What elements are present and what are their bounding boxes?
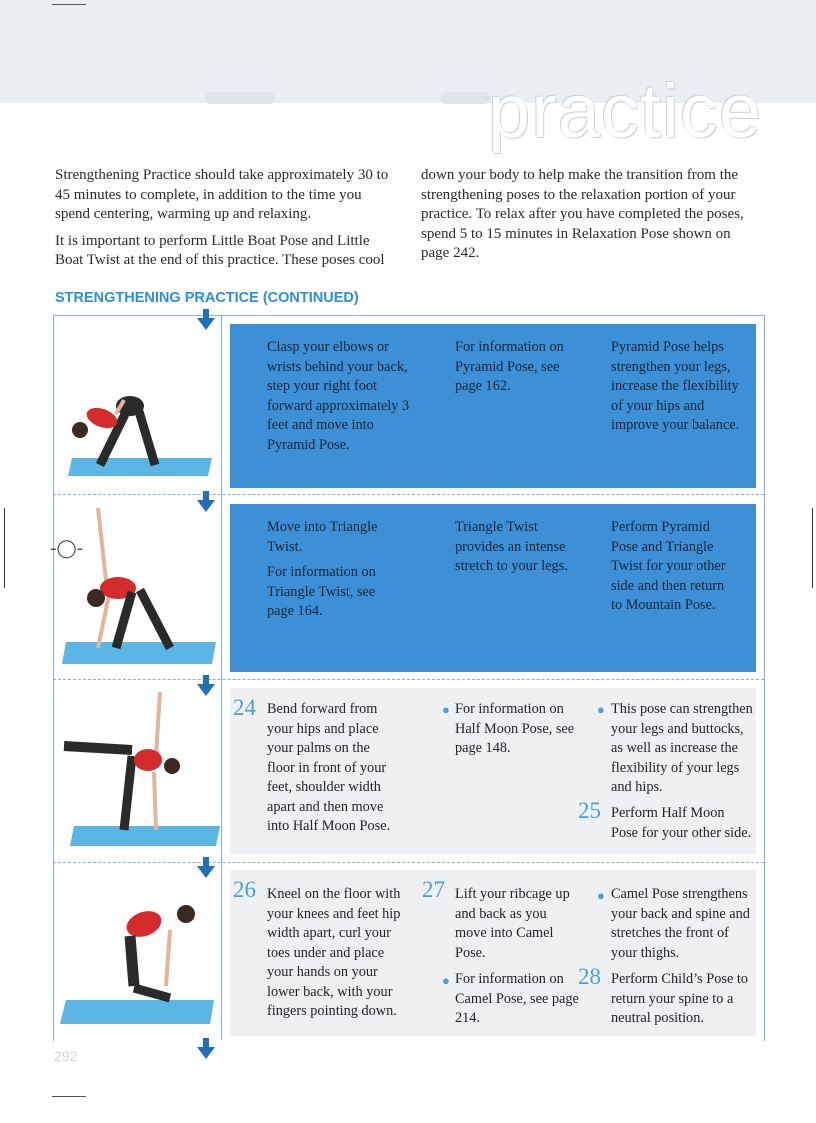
crop-mark-bottom: [52, 1096, 86, 1097]
frame-divider: [221, 315, 222, 1040]
half-moon-pose-photo: [60, 684, 220, 854]
pyramid-pose-photo: [60, 318, 220, 488]
row-divider: [53, 494, 764, 495]
camel-pose-photo: [60, 866, 220, 1036]
step-instruction: [611, 804, 753, 849]
step-benefit: [611, 885, 753, 969]
intro-paragraph: It is important to perform Little Boat Pose and Little Boat Twist at the end of this practice. These poses cool: [55, 232, 385, 269]
crop-mark-right: [812, 508, 813, 588]
step-panel-half-moon: [230, 688, 756, 854]
step-number: 24: [233, 695, 256, 720]
step-number: 28: [578, 964, 601, 989]
step-text: Move into Triangle Twist.: [267, 519, 378, 555]
info-text: Triangle Twist provides an intense stretch to your legs.: [455, 519, 568, 574]
step-info: [455, 970, 580, 1035]
bullet-dot-icon: ●: [442, 702, 450, 717]
arrow-down-icon: [196, 1038, 216, 1060]
page-number: 292: [54, 1048, 78, 1064]
step-instruction: [455, 885, 580, 969]
step-panel-camel: [230, 870, 756, 1036]
benefit-text: Pyramid Pose helps strengthen your legs, increase the flexibility of your hips and improve your balance.: [611, 339, 740, 433]
step-instruction: [267, 885, 407, 1028]
row-divider: [53, 679, 764, 680]
bullet-dot-icon: ●: [442, 973, 450, 988]
crop-mark-top: [52, 4, 86, 5]
step-benefit: [611, 700, 753, 804]
crop-mark-left: [4, 508, 5, 588]
step-instruction: [611, 970, 753, 1035]
step-benefit: [611, 518, 736, 622]
intro-left: [55, 166, 395, 278]
step-number: 26: [233, 877, 256, 902]
intro-right: [421, 166, 761, 271]
step-text: Lift your ribcage up and back as you move into Camel Pose.: [455, 886, 570, 961]
info-text: For information on Camel Pose, see page 214.: [455, 971, 579, 1026]
step-info: [455, 518, 580, 583]
row-divider: [53, 862, 764, 863]
step-panel-pyramid: [230, 324, 756, 488]
step-info: [455, 338, 575, 403]
benefit-text: Perform Pyramid Pose and Triangle Twist for your other side and then return to Mountain Pose.: [611, 519, 726, 613]
intro-paragraph: down your body to help make the transition from the strengthening poses to the relaxation portion of your practice. To relax after you have completed the poses, spend 5 to 15 minutes in Relaxation Pose shown on page 242.: [421, 167, 744, 262]
ghost-letter: [205, 92, 275, 104]
ghost-letter: [440, 92, 490, 104]
registration-mark-icon: -◯-: [50, 538, 84, 559]
step-benefit: [611, 338, 746, 442]
step-panel-triangle-twist: [230, 504, 756, 672]
info-text: For information on Pyramid Pose, see page 162.: [455, 339, 564, 394]
step-number: 27: [422, 877, 445, 902]
step-text: Bend forward from your hips and place your palms on the floor in front of your feet, shoulder width apart and then move into Half Moon Pose.: [267, 701, 391, 834]
step-instruction: [267, 700, 392, 843]
benefit-text: Camel Pose strengthens your back and spine and stretches the front of your thighs.: [611, 886, 750, 961]
benefit-text: This pose can strengthen your legs and buttocks, as well as increase the flexibility of your legs and hips.: [611, 701, 753, 795]
step-info: [455, 700, 575, 765]
step-instruction: [267, 338, 417, 461]
bullet-dot-icon: ●: [597, 702, 605, 717]
step-text: Perform Child’s Pose to return your spine to a neutral position.: [611, 971, 749, 1026]
step-text: Kneel on the floor with your knees and feet hip width apart, curl your toes under and place your hands on your lower back, with your fingers pointing down.: [267, 886, 401, 1019]
triangle-twist-photo: [60, 500, 220, 670]
info-text: For information on Half Moon Pose, see page 148.: [455, 701, 575, 756]
step-instruction: [267, 518, 397, 628]
intro-paragraph: Strengthening Practice should take approximately 30 to 45 minutes to complete, in addition to the time you spend centering, warming up and relaxing.: [55, 167, 389, 223]
step-text: Perform Half Moon Pose for your other side.: [611, 805, 752, 841]
bullet-dot-icon: ●: [597, 888, 605, 903]
step-text: Clasp your elbows or wrists behind your back, step your right foot forward approximately 3 feet and move into Pyramid Pose.: [267, 339, 410, 453]
section-title: practice: [488, 69, 763, 154]
practice-subtitle: STRENGTHENING PRACTICE (CONTINUED): [55, 290, 359, 306]
step-text: For information on Triangle Twist, see page 164.: [267, 564, 376, 619]
step-number: 25: [578, 798, 601, 823]
